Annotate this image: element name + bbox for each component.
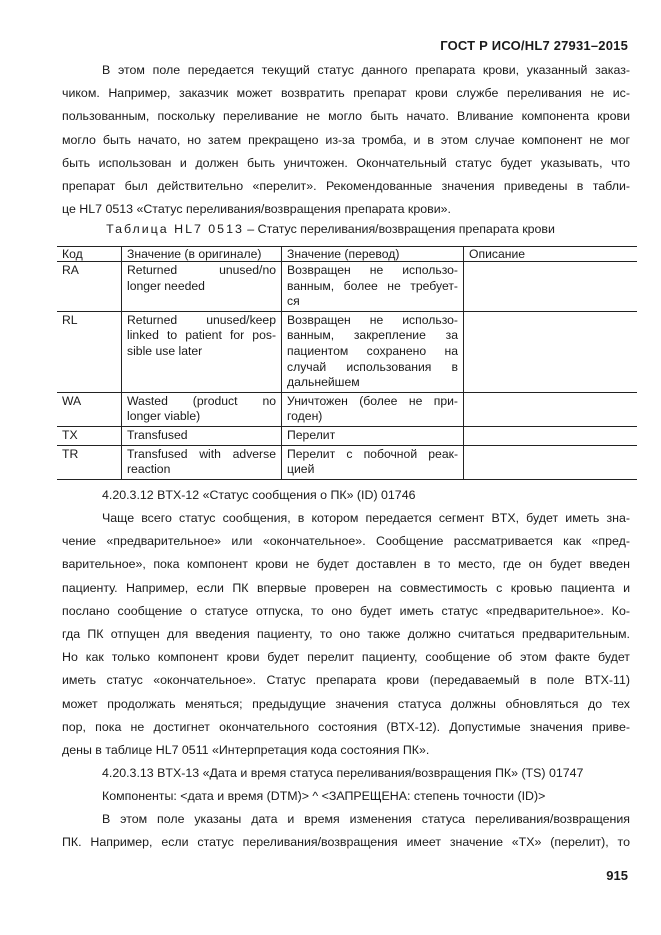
- cell-line: пациентом сохранено на: [287, 343, 458, 358]
- paragraph-message-status: [62, 507, 630, 762]
- text-line: гда ПК отпущен для введения пациенту, то оно также должно считаться предварительным.: [62, 627, 630, 642]
- text-line: быть использован и должен быть уничтожен. Окончательный статус будет указывать, что: [62, 155, 630, 170]
- heading-line: 4.20.3.12 BTX-12 «Статус сообщения о ПК» (ID) 01746: [102, 488, 416, 502]
- table-row: [57, 445, 637, 479]
- cell-line: дальнейшем: [287, 375, 360, 390]
- text-line: пациенту. Например, если ПК впервые проверен на совместимость с кровью пациента и: [62, 580, 630, 595]
- cell-line: reaction: [127, 462, 171, 477]
- cell-line: ванным, закрепление за: [287, 328, 458, 343]
- cell-code: WA: [57, 392, 122, 426]
- table-caption-text: – Статус переливания/возвращения препарата крови: [243, 222, 555, 236]
- cell-translation: [282, 426, 464, 445]
- cell-original: [122, 392, 282, 426]
- cell-original: [122, 445, 282, 479]
- section-heading-btx13: [62, 762, 630, 808]
- cell-line: ванным, более не требует-: [287, 278, 458, 293]
- cell-code: TX: [57, 426, 122, 445]
- column-header-original: Значение (в оригинале): [122, 247, 282, 262]
- text-line: иметь статус «окончательное». Статус препарата крови (передаваемый в поле BTX-11): [62, 673, 630, 688]
- table-row: [57, 426, 637, 445]
- table-row: [57, 392, 637, 426]
- table-header-row: [57, 247, 637, 262]
- cell-line: Transfused: [127, 427, 188, 442]
- table-caption: [0, 222, 661, 236]
- text-line: В этом поле передается текущий статус данного препарата крови, указанный заказ-: [102, 63, 630, 77]
- text-line: пользованным, поскольку переливание не могло быть начато. Вливание компонента крови: [62, 109, 630, 124]
- cell-line: Возвращен не использо-: [287, 312, 458, 327]
- text-line: может продолжать меняться; предыдущие значения статуса должны обновляться до тех: [62, 696, 630, 711]
- cell-translation: [282, 445, 464, 479]
- text-line: чение «предварительное» или «окончательное». Сообщение рассматривается как «пред-: [62, 534, 630, 549]
- cell-line: linked to patient for pos-: [127, 328, 276, 343]
- text-line: В этом поле указаны дата и время изменения статуса переливания/возвращения: [102, 812, 630, 826]
- table-row: [57, 311, 637, 392]
- cell-code: RA: [57, 262, 122, 312]
- cell-description: [464, 262, 638, 312]
- cell-line: Returned unused/no: [127, 263, 276, 277]
- cell-description: [464, 392, 638, 426]
- paragraph-status-description: [62, 59, 630, 221]
- text-line: дены в таблице HL7 0511 «Интерпретация кода состояния ПК».: [62, 743, 430, 758]
- table-caption-prefix: Таблица HL7 0513: [106, 222, 244, 236]
- cell-line: Перелит с побочной реак-: [287, 446, 458, 461]
- cell-original: [122, 262, 282, 312]
- cell-line: longer needed: [127, 278, 205, 293]
- text-line: ПК. Например, если статус переливания/возвращения имеет значение «TX» (перелит), то: [62, 835, 630, 850]
- cell-line: sible use later: [127, 343, 203, 358]
- cell-line: цией: [287, 462, 315, 477]
- cell-original: [122, 311, 282, 392]
- text-line: чиком. Например, заказчик может возвратить препарат крови службе переливания не ис-: [62, 86, 630, 101]
- cell-line: Уничтожен (более не при-: [287, 393, 458, 408]
- column-header-translation: Значение (перевод): [282, 247, 464, 262]
- text-line: Чаще всего статус сообщения, в котором передается сегмент BTX, будет иметь зна-: [102, 511, 630, 525]
- column-header-code: Код: [57, 247, 122, 262]
- text-line: пор, пока не достигнет окончательного состояния (BTX-12). Допустимые значения приве-: [62, 719, 630, 734]
- cell-description: [464, 445, 638, 479]
- table-row: [57, 262, 637, 312]
- cell-description: [464, 311, 638, 392]
- text-line: могло быть начато, но затем прекращено из-за тромба, и в этом случае компонент не мог: [62, 132, 630, 147]
- text-line: це HL7 0513 «Статус переливания/возвращения препарата крови».: [62, 202, 451, 217]
- cell-translation: [282, 262, 464, 312]
- cell-line: Wasted (product no: [127, 393, 276, 408]
- text-line: варительное», пока компонент крови не будет доставлен в то место, где он будет введен: [62, 557, 630, 572]
- text-line: препарат был действительно «перелит». Рекомендованные значения приведены в табли-: [62, 179, 630, 194]
- status-table: [57, 246, 637, 480]
- cell-code: TR: [57, 445, 122, 479]
- heading-line: 4.20.3.13 BTX-13 «Дата и время статуса переливания/возвращения ПК» (TS) 01747: [102, 766, 584, 780]
- cell-line: годен): [287, 409, 323, 424]
- paragraph-datetime: [62, 808, 630, 854]
- cell-line: longer viable): [127, 409, 201, 424]
- cell-code: RL: [57, 311, 122, 392]
- cell-translation: [282, 311, 464, 392]
- document-header: ГОСТ Р ИСО/HL7 27931–2015: [440, 38, 628, 53]
- cell-line: Возвращен не использо-: [287, 263, 458, 277]
- column-header-description: Описание: [464, 247, 638, 262]
- section-heading-btx12: [62, 484, 630, 507]
- cell-line: Transfused with adverse: [127, 446, 276, 461]
- cell-original: [122, 426, 282, 445]
- page-number: 915: [606, 868, 628, 883]
- text-line: послано сообщение о статусе отпуска, то оно будет иметь статус «предварительное». Ко-: [62, 603, 630, 618]
- cell-line: ся: [287, 294, 300, 309]
- text-line: Но как только компонент крови будет перелит пациенту, сообщение об этом факте будет: [62, 650, 630, 665]
- cell-line: Returned unused/keep: [127, 312, 276, 327]
- components-line: Компоненты: <дата и время (DTM)> ^ <ЗАПРЕЩЕНА: степень точности (ID)>: [102, 789, 546, 804]
- cell-translation: [282, 392, 464, 426]
- cell-line: Перелит: [287, 427, 336, 442]
- cell-description: [464, 426, 638, 445]
- cell-line: случай использования в: [287, 359, 458, 374]
